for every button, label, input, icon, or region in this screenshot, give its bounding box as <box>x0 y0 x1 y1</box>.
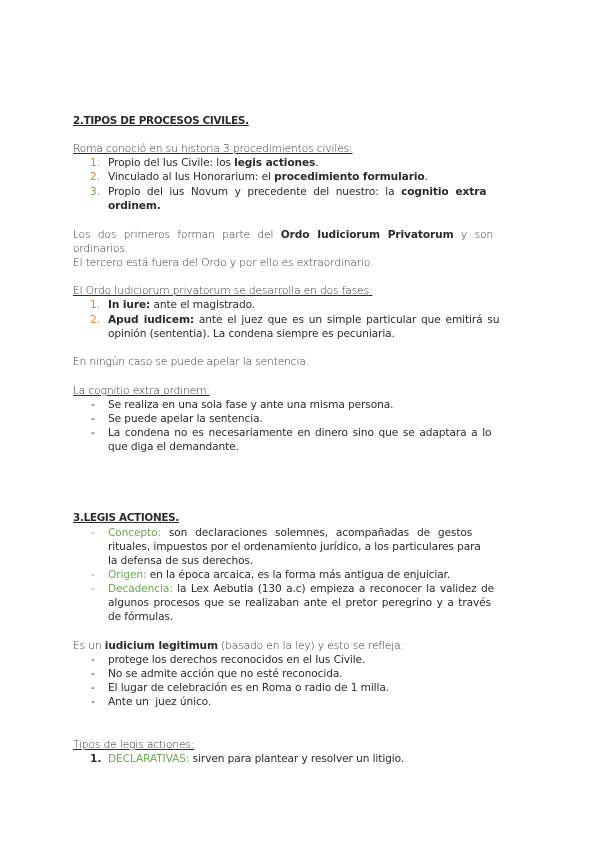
list-item-continued: que diga el demandante. <box>108 441 239 453</box>
list-item: Apud iudicem: ante el juez que es un simple particular que emitirá su <box>108 314 500 326</box>
paragraph: Es un iudicium legitimum (basado en la ley) y esto se refleja: <box>73 640 404 652</box>
bullet-dash: - <box>91 569 95 581</box>
bullet-dash: - <box>91 527 95 539</box>
list-number: 2. <box>90 171 101 183</box>
list-item-continued: ordinem. <box>108 200 161 212</box>
paragraph: Los dos primeros forman parte del Ordo Iudiciorum Privatorum y son <box>73 229 494 241</box>
list-item-continued: la defensa de sus derechos. <box>108 555 254 567</box>
list-item: Vinculado al Ius Honorarium: el procedimiento formulario. <box>108 171 428 183</box>
list-number: 3. <box>90 186 101 198</box>
list-item: DECLARATIVAS: sirven para plantear y resolver un litigio. <box>108 753 405 765</box>
list-number: 2. <box>90 314 101 326</box>
list-item: La condena no es necesariamente en dinero sino que se adaptara a lo <box>108 427 492 439</box>
section-2-intro: Roma conoció en su historia 3 procedimientos civiles: <box>73 143 353 155</box>
paragraph: En ningún caso se puede apelar la sentencia. <box>73 356 310 368</box>
list-number: 1. <box>90 157 101 169</box>
bullet-dash: - <box>91 682 95 694</box>
cognitio-intro: La cognitio extra ordinem: <box>73 385 210 397</box>
list-item-continued: opinión (sententia). La condena siempre es pecuniaria. <box>108 328 395 340</box>
list-item-continued: algunos procesos que se realizaban ante el pretor peregrino y a través <box>108 597 491 609</box>
list-item: Concepto: son declaraciones solemnes, acompañadas de gestos <box>108 527 473 539</box>
bullet-dash: - <box>91 583 95 595</box>
list-item: Propio del Ius Civile: los legis actiones. <box>108 157 319 169</box>
list-item: protege los derechos reconocidos en el Ius Civile. <box>108 654 366 666</box>
list-item: In iure: ante el magistrado. <box>108 299 256 311</box>
list-number: 1. <box>90 299 101 311</box>
bullet-dash: - <box>91 654 95 666</box>
bullet-dash: - <box>91 427 95 439</box>
list-item: Propio del ius Novum y precedente del nuestro: la cognitio extra <box>108 186 487 198</box>
list-item: No se admite acción que no esté reconocida. <box>108 668 343 680</box>
list-item-continued: rituales, impuestos por el ordenamiento jurídico, a los particulares para <box>108 541 481 553</box>
bullet-dash: - <box>91 413 95 425</box>
list-item: Se realiza en una sola fase y ante una misma persona. <box>108 399 394 411</box>
bullet-dash: - <box>91 668 95 680</box>
section-2-heading: 2.TIPOS DE PROCESOS CIVILES. <box>73 115 249 127</box>
list-item: Se puede apelar la sentencia. <box>108 413 263 425</box>
tipos-intro: Tipos de legis actiones: <box>73 739 195 751</box>
ordo-intro: El Ordo Iudiciorum privatorum se desarrolla en dos fases: <box>73 285 373 297</box>
bullet-dash: - <box>91 696 95 708</box>
section-3-heading: 3.LEGIS ACTIONES. <box>73 512 179 524</box>
list-item-continued: de fórmulas. <box>108 611 174 623</box>
list-item: Origen: en la época arcaica, es la forma más antigua de enjuiciar. <box>108 569 451 581</box>
list-number: 1. <box>90 753 102 765</box>
paragraph-continued: ordinarios. <box>73 243 129 255</box>
list-item: Ante un juez único. <box>108 696 212 708</box>
list-item: Decadencia: la Lex Aebutia (130 a.c) empieza a reconocer la validez de <box>108 583 495 595</box>
bullet-dash: - <box>91 399 95 411</box>
list-item: El lugar de celebración es en Roma o radio de 1 milla. <box>108 682 390 694</box>
paragraph: El tercero está fuera del Ordo y por ello es extraordinario. <box>73 257 374 269</box>
